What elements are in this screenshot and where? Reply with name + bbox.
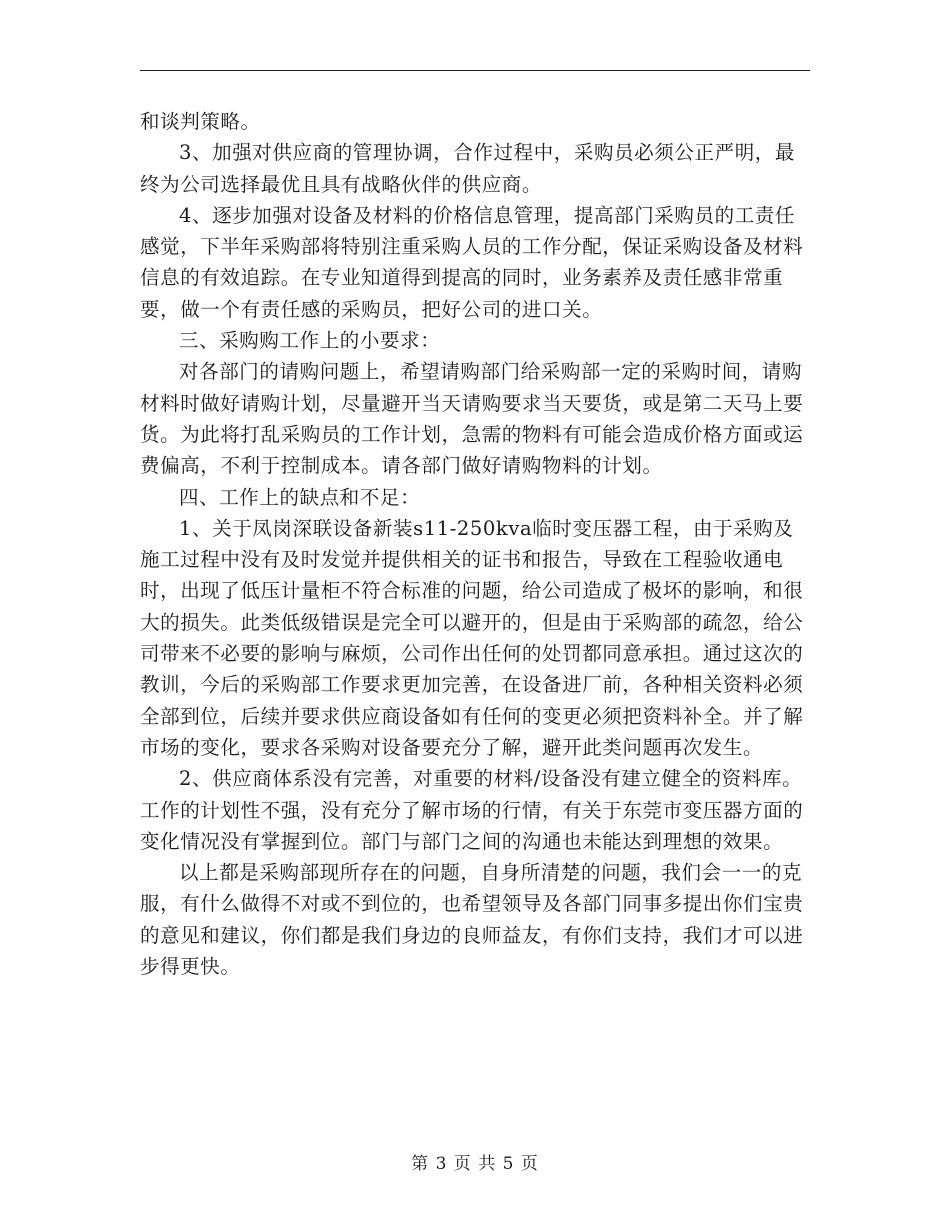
paragraph-item-4: 4、逐步加强对设备及材料的价格信息管理，提高部门采购员的工责任感觉，下半年采购部将特别注重采购人员的工作分配，保证采购设备及材料信息的有效追踪。在专业知道得到提高的同时，业务素养及责任感非常重要，做一个有责任感的采购员，把好公司的进口关。 (140, 203, 804, 321)
page-number-footer: 第 3 页 共 5 页 (411, 1154, 539, 1174)
header-rule (140, 70, 810, 71)
paragraph-shortcoming-1: 1、关于凤岗深联设备新装s11-250kva临时变压器工程，由于采购及施工过程中没有及时发觉并提供相关的证书和报告，导致在工程验收通电时，出现了低压计量柜不符合标准的问题，给公司造成了极坏的影响，和很大的损失。此类低级错误是完全可以避开的，但是由于采购部的疏忽，给公司带来不必要的影响与麻烦，公司作出任何的处罚都同意承担。通过这次的教训，今后的采购部工作要求更加完善，在设备进厂前，各种相关资料必须全部到位，后续并要求供应商设备如有任何的变更必须把资料补全。并了解市场的变化，要求各采购对设备要充分了解，避开此类问题再次发生。 (140, 516, 804, 759)
paragraph-requests: 对各部门的请购问题上，希望请购部门给采购部一定的采购时间，请购材料时做好请购计划，尽量避开当天请购要求当天要货，或是第二天马上要货。为此将打乱采购员的工作计划，急需的物料有可能会造成价格方面或运费偏高，不利于控制成本。请各部门做好请购物料的计划。 (140, 360, 804, 478)
paragraph-conclusion: 以上都是采购部现所存在的问题，自身所清楚的问题，我们会一一的克服，有什么做得不对或不到位的，也希望领导及各部门同事多提出你们宝贵的意见和建议，你们都是我们身边的良师益友，有你们支持，我们才可以进步得更快。 (140, 861, 804, 979)
document-body (140, 106, 812, 982)
section-heading-4: 四、工作上的缺点和不足： (179, 485, 421, 509)
section-heading-3: 三、采购购工作上的小要求： (179, 329, 441, 353)
paragraph-item-3: 3、加强对供应商的管理协调，合作过程中，采购员必须公正严明，最终为公司选择最优且具有战略伙伴的供应商。 (140, 141, 796, 196)
paragraph-continuation: 和谈判策略。 (140, 110, 261, 133)
paragraph-shortcoming-2: 2、供应商体系没有完善，对重要的材料/设备没有建立健全的资料库。工作的计划性不强，没有充分了解市场的行情，有关于东莞市变压器方面的变化情况没有掌握到位。部门与部门之间的沟通也未能达到理想的效果。 (140, 767, 804, 853)
